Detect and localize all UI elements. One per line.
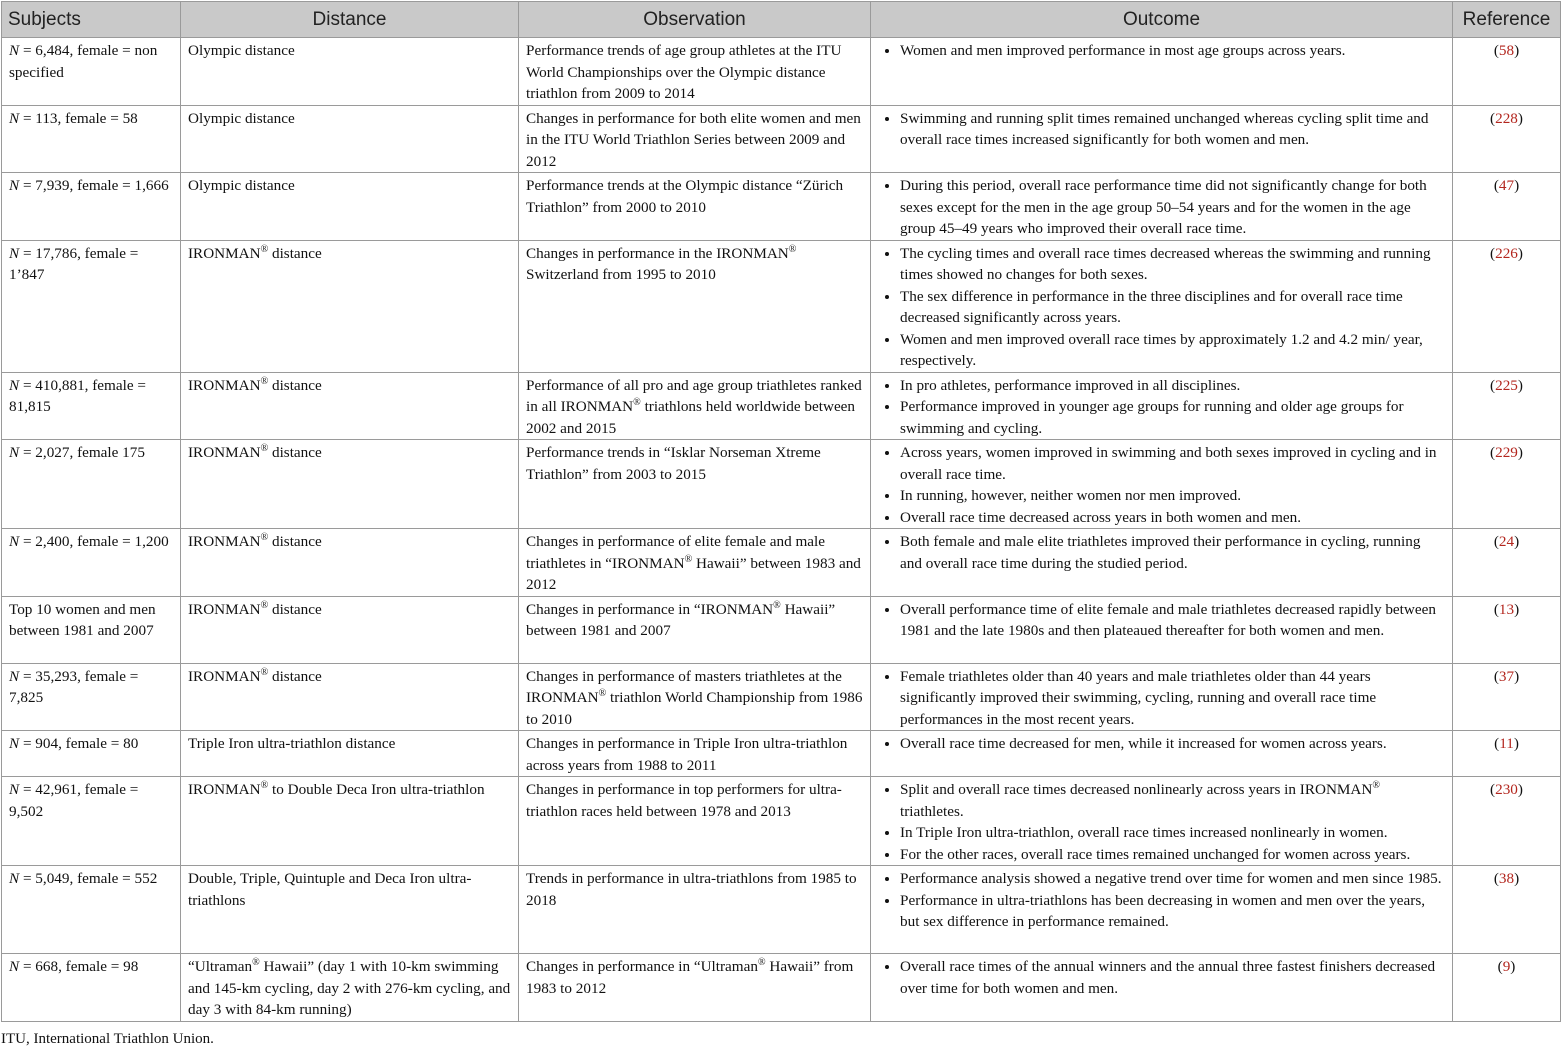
reference-cell: (47): [1453, 173, 1561, 241]
observation-cell: Performance of all pro and age group triathletes ranked in all IRONMAN® triathlons held worldwide between 2002 and 2015: [519, 372, 871, 440]
outcome-list: [878, 599, 1445, 642]
subjects-text: = 42,961, female = 9,502: [9, 781, 139, 820]
n-label: N: [9, 444, 20, 461]
reference-cell: (58): [1453, 38, 1561, 106]
distance-cell: IRONMAN® distance: [181, 663, 519, 731]
table-row: [2, 777, 1561, 866]
outcome-item: • Overall performance time of elite female and male triathletes decreased rapidly between 1981 and the late 1980s and then plateaued thereafter for both women and men.: [900, 599, 1445, 642]
subjects-text: = 5,049, female = 552: [19, 870, 158, 887]
outcome-item: • Overall race times of the annual winners and the annual three fastest finishers decreased over time for both women and men.: [900, 956, 1445, 999]
reference-link[interactable]: 9: [1502, 958, 1511, 975]
subjects-text: = 7,939, female = 1,666: [19, 177, 169, 194]
reference-cell: (9): [1453, 954, 1561, 1022]
n-label: N: [9, 42, 20, 59]
outcome-list: [878, 956, 1445, 999]
outcome-list: [878, 531, 1445, 574]
outcome-list: [878, 243, 1445, 372]
outcome-item: • Overall race time decreased for men, while it increased for women across years.: [900, 733, 1445, 755]
subjects-text: = 2,027, female 175: [19, 444, 145, 461]
header-distance: Distance: [181, 2, 519, 38]
subjects-cell: [2, 529, 181, 597]
table-body: [2, 38, 1561, 1022]
n-label: N: [9, 244, 20, 262]
outcome-item: • Overall race time decreased across years in both women and men.: [900, 507, 1445, 529]
subjects-cell: [2, 173, 181, 241]
table-row: [2, 954, 1561, 1022]
subjects-cell: [2, 954, 181, 1022]
table-row: [2, 440, 1561, 529]
observation-cell: Changes in performance for both elite women and men in the ITU World Triathlon Series between 2009 and 2012: [519, 105, 871, 173]
outcome-cell: [871, 240, 1453, 372]
reference-link[interactable]: 229: [1495, 444, 1518, 461]
observation-cell: Performance trends at the Olympic distance “Zürich Triathlon” from 2000 to 2010: [519, 173, 871, 241]
subjects-text: = 410,881, female = 81,815: [9, 376, 146, 415]
outcome-cell: [871, 440, 1453, 529]
subjects-text: Top 10 women and men between 1981 and 2007: [9, 600, 156, 639]
subjects-text: = 668, female = 98: [19, 958, 139, 975]
subjects-text: = 904, female = 80: [19, 735, 139, 752]
n-label: N: [9, 667, 20, 685]
reference-cell: (13): [1453, 596, 1561, 663]
subjects-cell: [2, 663, 181, 731]
subjects-cell: [2, 596, 181, 663]
subjects-text: = 2,400, female = 1,200: [19, 533, 169, 550]
header-subjects: Subjects: [2, 2, 181, 38]
outcome-cell: [871, 866, 1453, 954]
n-label: N: [9, 376, 20, 394]
observation-cell: Changes in performance in Triple Iron ultra-triathlon across years from 1988 to 2011: [519, 731, 871, 777]
outcome-list: [878, 175, 1445, 240]
reference-cell: (228): [1453, 105, 1561, 173]
outcome-cell: [871, 105, 1453, 173]
distance-cell: Olympic distance: [181, 105, 519, 173]
outcome-cell: [871, 372, 1453, 440]
outcome-cell: [871, 173, 1453, 241]
outcome-item: • In Triple Iron ultra-triathlon, overall race times increased nonlinearly in women.: [900, 822, 1445, 844]
reference-cell: (37): [1453, 663, 1561, 731]
observation-cell: Performance trends of age group athletes at the ITU World Championships over the Olympic distance triathlon from 2009 to 2014: [519, 38, 871, 106]
outcome-list: [878, 442, 1445, 528]
outcome-item: • For the other races, overall race times remained unchanged for women across years.: [900, 844, 1445, 866]
header-row: [2, 2, 1561, 38]
reference-cell: (225): [1453, 372, 1561, 440]
reference-link[interactable]: 13: [1498, 600, 1515, 618]
outcome-item: • Performance improved in younger age groups for running and older age groups for swimming and cycling.: [900, 396, 1445, 439]
distance-cell: Olympic distance: [181, 173, 519, 241]
outcome-list: [878, 779, 1445, 865]
distance-cell: IRONMAN® distance: [181, 596, 519, 663]
table-row: [2, 596, 1561, 663]
outcome-item: • Performance in ultra-triathlons has been decreasing in women and men over the years, but sex difference in performance remained.: [900, 890, 1445, 933]
n-label: N: [9, 533, 20, 550]
distance-cell: IRONMAN® distance: [181, 240, 519, 372]
subjects-cell: [2, 372, 181, 440]
reference-link[interactable]: 228: [1495, 109, 1518, 127]
n-label: N: [9, 781, 20, 798]
distance-cell: IRONMAN® distance: [181, 372, 519, 440]
outcome-list: [878, 40, 1445, 62]
outcome-item: • Women and men improved performance in most age groups across years.: [900, 40, 1445, 62]
distance-cell: Olympic distance: [181, 38, 519, 106]
outcome-cell: [871, 954, 1453, 1022]
subjects-text: = 35,293, female = 7,825: [9, 667, 139, 706]
n-label: N: [9, 958, 20, 975]
outcome-item: • The sex difference in performance in the three disciplines and for overall race time decreased significantly across years.: [900, 286, 1445, 329]
table-row: [2, 38, 1561, 106]
subjects-text: = 113, female = 58: [19, 109, 138, 127]
observation-cell: Changes in performance in top performers for ultra-triathlon races held between 1978 and 2013: [519, 777, 871, 866]
outcome-item: • In running, however, neither women nor men improved.: [900, 485, 1445, 507]
reference-link[interactable]: 230: [1495, 781, 1518, 798]
outcome-list: [878, 733, 1445, 755]
observation-cell: Changes in performance in “IRONMAN® Hawaii” between 1981 and 2007: [519, 596, 871, 663]
outcome-item: • Performance analysis showed a negative trend over time for women and men since 1985.: [900, 868, 1445, 890]
reference-link[interactable]: 226: [1495, 244, 1518, 262]
outcome-item: • Both female and male elite triathletes improved their performance in cycling, running and overall race time during the studied period.: [900, 531, 1445, 574]
outcome-item: • Female triathletes older than 40 years and male triathletes older than 44 years significantly improved their swimming, cycling, running and overall race time performances in the most recent years.: [900, 666, 1445, 731]
header-reference: Reference: [1453, 2, 1561, 38]
reference-cell: (38): [1453, 866, 1561, 954]
outcome-cell: [871, 777, 1453, 866]
observation-cell: Performance trends in “Isklar Norseman Xtreme Triathlon” from 2003 to 2015: [519, 440, 871, 529]
subjects-cell: [2, 866, 181, 954]
outcome-list: [878, 108, 1445, 151]
table-row: [2, 529, 1561, 597]
outcome-item: • Swimming and running split times remained unchanged whereas cycling split time and overall race times increased significantly for both women and men.: [900, 108, 1445, 151]
subjects-cell: [2, 440, 181, 529]
distance-cell: IRONMAN® to Double Deca Iron ultra-triathlon: [181, 777, 519, 866]
header-outcome: Outcome: [871, 2, 1453, 38]
subjects-cell: [2, 731, 181, 777]
outcome-cell: [871, 38, 1453, 106]
results-table: [1, 1, 1561, 1022]
distance-cell: Double, Triple, Quintuple and Deca Iron ultra-triathlons: [181, 866, 519, 954]
reference-link[interactable]: 38: [1498, 870, 1515, 887]
outcome-cell: [871, 529, 1453, 597]
outcome-cell: [871, 663, 1453, 731]
reference-cell: (24): [1453, 529, 1561, 597]
distance-cell: IRONMAN® distance: [181, 529, 519, 597]
header-observation: Observation: [519, 2, 871, 38]
reference-cell: (226): [1453, 240, 1561, 372]
reference-cell: (11): [1453, 731, 1561, 777]
reference-link[interactable]: 24: [1498, 533, 1515, 550]
reference-link[interactable]: 58: [1498, 42, 1515, 59]
table-row: [2, 731, 1561, 777]
reference-cell: (229): [1453, 440, 1561, 529]
outcome-cell: [871, 731, 1453, 777]
subjects-cell: [2, 240, 181, 372]
outcome-item: • In pro athletes, performance improved in all disciplines.: [900, 375, 1445, 397]
distance-cell: Triple Iron ultra-triathlon distance: [181, 731, 519, 777]
table-row: [2, 240, 1561, 372]
outcome-item: • Across years, women improved in swimming and both sexes improved in cycling and in overall race time.: [900, 442, 1445, 485]
subjects-cell: [2, 105, 181, 173]
reference-link[interactable]: 47: [1498, 177, 1515, 194]
distance-cell: “Ultraman® Hawaii” (day 1 with 10-km swimming and 145-km cycling, day 2 with 276-km cycling, and day 3 with 84-km running): [181, 954, 519, 1022]
outcome-item: • Women and men improved overall race times by approximately 1.2 and 4.2 min/ year, respectively.: [900, 329, 1445, 372]
n-label: N: [9, 735, 20, 752]
subjects-cell: [2, 38, 181, 106]
table-row: [2, 372, 1561, 440]
outcome-item: • During this period, overall race performance time did not significantly change for both sexes except for the men in the age group 50–54 years and for the women in the age group 45–49 years who improved their overall race time.: [900, 175, 1445, 240]
outcome-list: [878, 375, 1445, 440]
n-label: N: [9, 870, 20, 887]
observation-cell: Changes in performance of elite female and male triathletes in “IRONMAN® Hawaii” between 1983 and 2012: [519, 529, 871, 597]
reference-cell: (230): [1453, 777, 1561, 866]
observation-cell: Changes in performance in “Ultraman® Hawaii” from 1983 to 2012: [519, 954, 871, 1022]
table-row: [2, 663, 1561, 731]
table-row: [2, 105, 1561, 173]
table-row: [2, 173, 1561, 241]
distance-cell: IRONMAN® distance: [181, 440, 519, 529]
observation-cell: Changes in performance of masters triathletes at the IRONMAN® triathlon World Championship from 1986 to 2010: [519, 663, 871, 731]
reference-link[interactable]: 11: [1499, 735, 1514, 752]
outcome-item: • The cycling times and overall race times decreased whereas the swimming and running times showed no changes for both sexes.: [900, 243, 1445, 286]
outcome-list: [878, 868, 1445, 933]
reference-link[interactable]: 225: [1495, 376, 1518, 394]
outcome-item: • Split and overall race times decreased nonlinearly across years in IRONMAN® triathletes.: [900, 779, 1445, 822]
subjects-text: = 17,786, female = 1’847: [9, 244, 139, 283]
n-label: N: [9, 109, 20, 127]
table-row: [2, 866, 1561, 954]
n-label: N: [9, 177, 20, 194]
observation-cell: Changes in performance in the IRONMAN® Switzerland from 1995 to 2010: [519, 240, 871, 372]
observation-cell: Trends in performance in ultra-triathlons from 1985 to 2018: [519, 866, 871, 954]
outcome-list: [878, 666, 1445, 731]
subjects-cell: [2, 777, 181, 866]
reference-link[interactable]: 37: [1498, 667, 1515, 685]
outcome-cell: [871, 596, 1453, 663]
subjects-text: = 6,484, female = non specified: [9, 42, 158, 81]
footnote: ITU, International Triathlon Union.: [1, 1030, 214, 1047]
